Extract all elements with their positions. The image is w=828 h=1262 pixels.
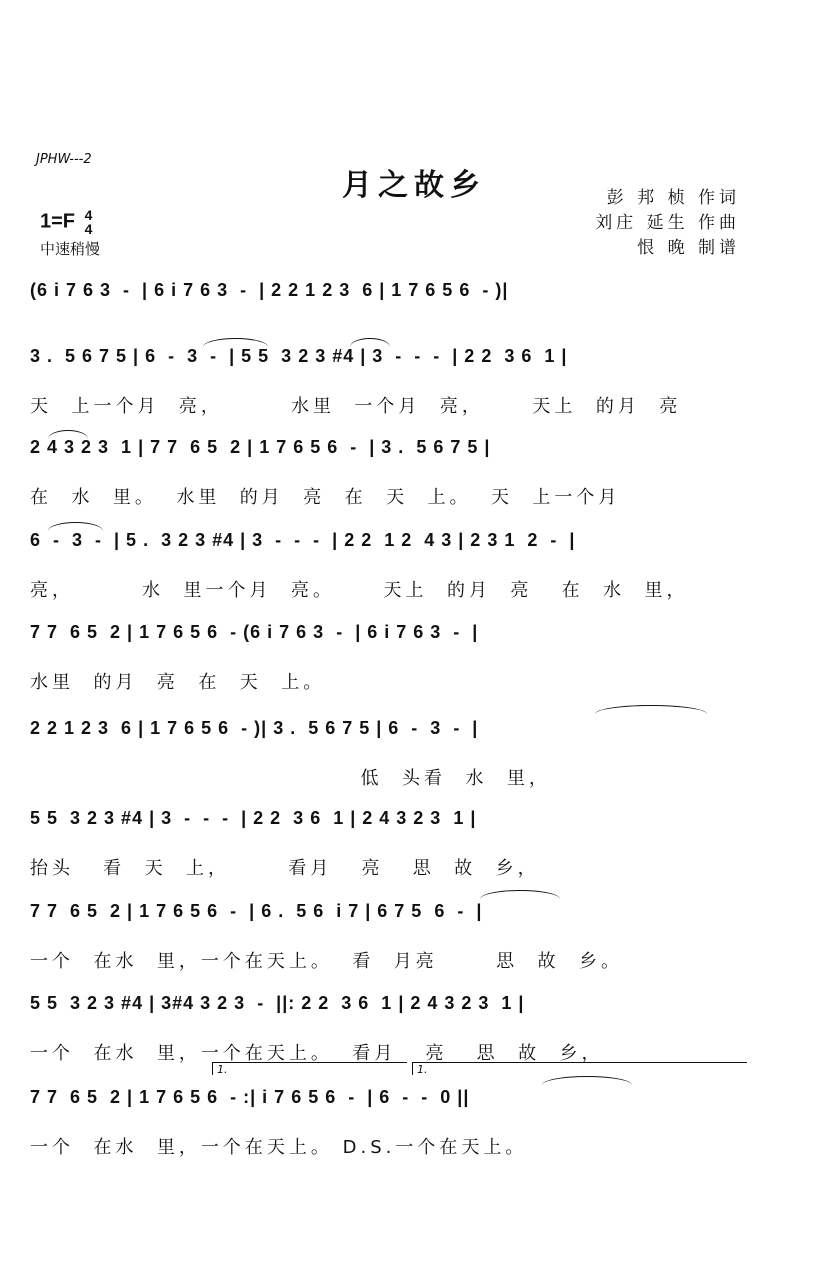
notation-line: 5 5 3 2 3 #4 | 3 - - - | 2 2 3 6 1 | 2 4 3 2 3 1 | [30, 808, 477, 828]
time-bottom: 4 [84, 221, 93, 237]
score-code: JPHW---2 [36, 152, 92, 167]
lyrics-line: 一个 在水 里，一个在天上。 看月 亮 思 故 乡， [30, 1043, 604, 1064]
notation-line: 7 7 6 5 2 | 1 7 6 5 6 - (6 i 7 6 3 - | 6 i 7 6 3 - | [30, 622, 479, 642]
notation-line: 7 7 6 5 2 | 1 7 6 5 6 - :| i 7 6 5 6 - | 6 - - 0 || [30, 1087, 470, 1107]
lyrics-line: 低 头看 水 里， [30, 768, 551, 789]
slur [203, 338, 268, 347]
composer: 刘庄 延生 作曲 [595, 213, 740, 233]
lyricist: 彭 邦 桢 作词 [606, 188, 740, 208]
song-title: 月之故乡 [342, 168, 486, 203]
tempo-marking: 中速稍慢 [40, 240, 101, 258]
slur [480, 890, 560, 899]
notation-line: (6 i 7 6 3 - | 6 i 7 6 3 - | 2 2 1 2 3 6 | 1 7 6 5 6 - )| [30, 280, 509, 300]
slur [48, 522, 103, 531]
lyrics-line: 水里 的月 亮 在 天 上。 [30, 672, 326, 693]
notation-line: 5 5 3 2 3 #4 | 3#4 3 2 3 - ||: 2 2 3 6 1 | 2 4 3 2 3 1 | [30, 993, 525, 1013]
slur [542, 1076, 632, 1085]
volta-first-ending: 1. [212, 1062, 407, 1075]
engraver: 恨 晚 制谱 [637, 238, 740, 258]
slur [350, 338, 390, 347]
slur [48, 430, 88, 439]
lyrics-line: 抬头 看 天 上， 看月 亮 思 故 乡， [30, 858, 540, 879]
credits [595, 186, 740, 261]
lyrics-line: 一个 在水 里，一个在天上。 看 月亮 思 故 乡。 [30, 951, 623, 972]
lyrics-line: 在 水 里。 水里 的月 亮 在 天 上。 天 上一个月 [30, 487, 621, 508]
volta-second-ending: 1. [412, 1062, 747, 1075]
notation-line: 6 - 3 - | 5 . 3 2 3 #4 | 3 - - - | 2 2 1 2 4 3 | 2 3 1 2 - | [30, 530, 576, 550]
lyrics-line: 一个 在水 里，一个在天上。 D.S.一个在天上。 [30, 1137, 528, 1158]
notation-line: 2 2 1 2 3 6 | 1 7 6 5 6 - )| 3 . 5 6 7 5 | 6 - 3 - | [30, 718, 479, 738]
key-signature [40, 208, 92, 236]
key-label: 1=F [40, 210, 76, 233]
notation-line: 3 . 5 6 7 5 | 6 - 3 - | 5 5 3 2 3 #4 | 3 - - - | 2 2 3 6 1 | [30, 346, 568, 366]
slur [595, 705, 707, 714]
time-top: 4 [84, 207, 93, 223]
lyrics-line: 亮， 水 里一个月 亮。 天上 的月 亮 在 水 里， [30, 580, 689, 601]
time-signature [85, 208, 93, 236]
lyrics-line: 天 上一个月 亮， 水里 一个月 亮， 天上 的月 亮 [30, 396, 682, 417]
notation-line: 7 7 6 5 2 | 1 7 6 5 6 - | 6 . 5 6 i 7 | 6 7 5 6 - | [30, 901, 483, 921]
notation-line: 2 4 3 2 3 1 | 7 7 6 5 2 | 1 7 6 5 6 - | 3 . 5 6 7 5 | [30, 437, 491, 457]
